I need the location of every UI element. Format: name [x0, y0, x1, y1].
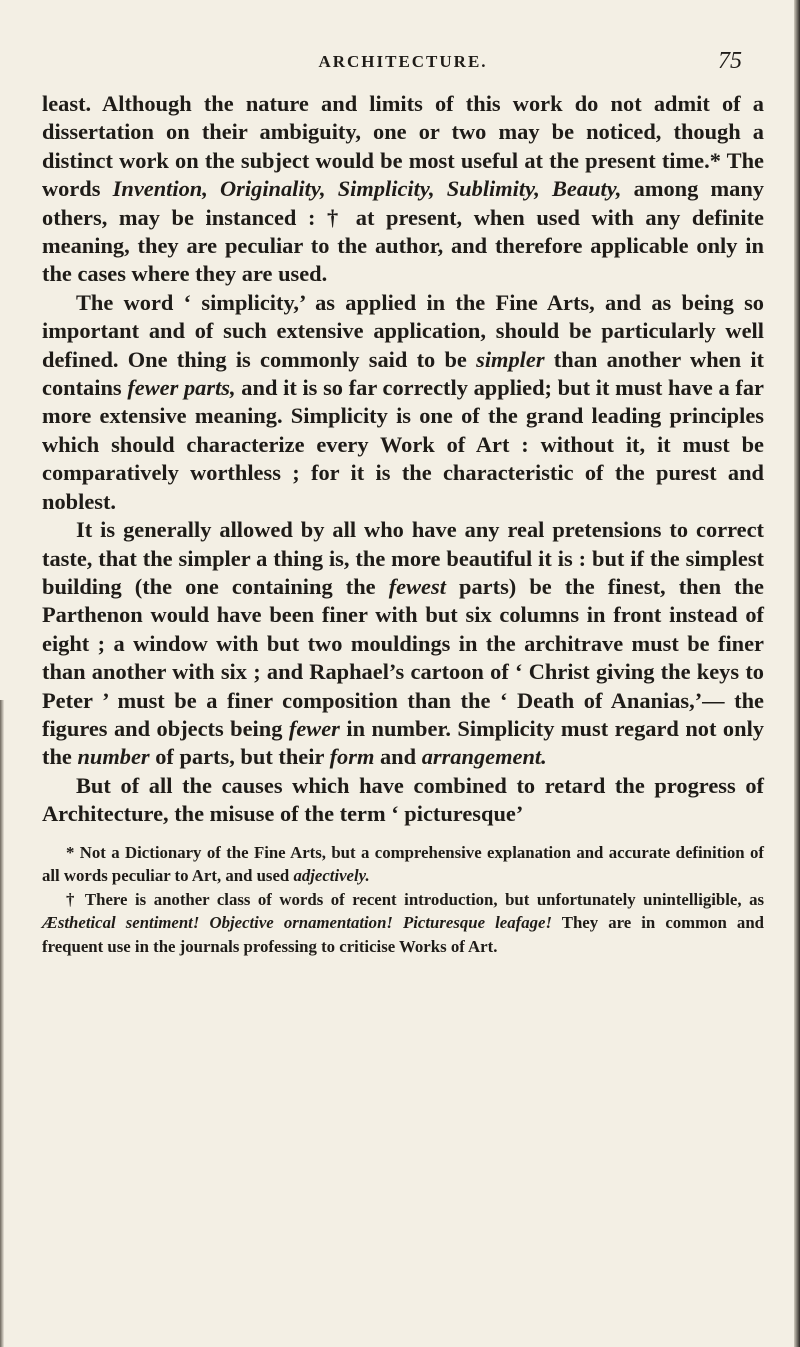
paragraph-2: The word ‘ simplicity,’ as applied in the Fine Arts, and as being so important and of such extensive application, should be particularly well defined. One thing is commonly said to be simpler than another when it contains fewer parts, and it is so far correctly applied; but it must have a far more extensive meaning. Simplicity is one of the grand leading principles which should characterize every Work of Art : without it, it must be comparatively worthless ; for it is the characteristic of the purest and noblest.	[42, 289, 764, 514]
page-header	[42, 48, 764, 90]
footnote-1: * Not a Dictionary of the Fine Arts, but a comprehensive explanation and accurate definition of all words peculiar to Art, and used adjectively.	[42, 842, 764, 886]
body-text	[42, 90, 764, 829]
paragraph-3: It is generally allowed by all who have any real pretensions to correct taste, that the simpler a thing is, the more beautiful it is : but if the simplest building (the one containing the fewest parts) be the finest, then the Parthenon would have been finer with but six columns in front instead of eight ; a window with but two mouldings in the architrave must be finer than another with six ; and Raphael’s cartoon of ‘ Christ giving the keys to Peter ’ must be a finer composition than the ‘ Death of Ananias,’— the figures and objects being fewer in number. Simplicity must regard not only the number of parts, but their form and arrangement.	[42, 517, 764, 770]
paragraph-4: But of all the causes which have combined to retard the progress of Architecture, the misuse of the term ‘ picturesque’	[42, 772, 764, 827]
italic-terms: Invention, Originality, Simplicity, Sublimity, Beauty,	[112, 176, 622, 202]
paragraph-1: least. Although the nature and limits of this work do not admit of a dissertation on their ambiguity, one or two may be noticed, though a distinct work on the subject would be most useful at the present time.* The words Invention, Originality, Simplicity, Sublimity, Beauty, among many others, may be instanced : † at present, when used with any definite meaning, they are peculiar to the author, and therefore applicable only in the cases where they are used.	[42, 91, 764, 287]
page-edge-shadow-left	[0, 700, 4, 1347]
running-head: ARCHITECTURE.	[318, 52, 488, 71]
page-edge-shadow	[794, 0, 800, 1347]
footnotes	[42, 841, 764, 959]
footnote-2: † There is another class of words of recent introduction, but unfortunately unintelligible, as Æsthetical sentiment! Objective ornamentation! Picturesque leafage! They are in common and frequent use in the journals professing to criticise Works of Art.	[42, 889, 764, 956]
book-page	[42, 48, 764, 959]
page-number: 75	[718, 48, 742, 74]
